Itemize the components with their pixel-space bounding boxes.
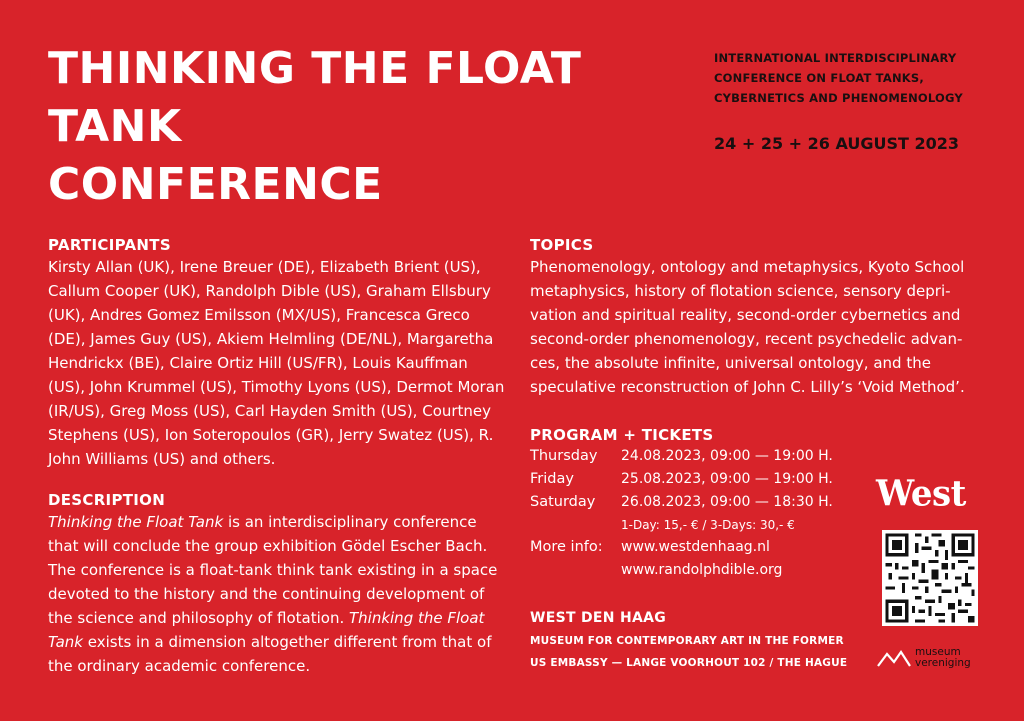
museumvereniging-line-2: vereniging <box>915 657 971 669</box>
program-time: 25.08.2023, 09:00 — 19:00 H. <box>621 471 833 487</box>
subtitle-line-3: CYBERNETICS AND PHENOMENOLOGY <box>714 91 963 105</box>
website-link-west[interactable]: www.westdenhaag.nl <box>621 539 770 555</box>
program-table <box>530 445 833 582</box>
description-heading: DESCRIPTION <box>48 491 166 509</box>
description-section <box>48 491 508 678</box>
table-row <box>530 559 833 582</box>
organization-name: WEST DEN HAAG <box>530 610 667 626</box>
conference-title <box>48 40 688 214</box>
subtitle-line-2: CONFERENCE ON FLOAT TANKS, <box>714 71 924 85</box>
table-row <box>530 514 833 536</box>
website-link-dible[interactable]: www.randolphdible.org <box>621 562 783 578</box>
conference-subtitle <box>714 48 1004 108</box>
table-row <box>530 491 833 514</box>
program-section <box>530 426 850 582</box>
program-day: Friday <box>530 471 574 487</box>
description-italic-2: Thinking the Float Tank <box>48 609 485 651</box>
participants-text: Kirsty Allan (UK), Irene Breuer (DE), Elizabeth Brient (US), Callum Cooper (UK), Randolph Dible (US), Graham Ellsbury (UK), Andres Gomez Emilsson (MX/US), Francesca Greco (DE), James Guy (US), Akiem Helmling (DE/NL), Margaretha Hendrickx (BE), Claire Ortiz Hill (US/FR), Louis Kauffman (US), John Krummel (US), Timothy Lyons (US), Dermot Moran (IR/US), Greg Moss (US), Carl Hayden Smith (US), Courtney Stephens (US), Ion Soteropoulos (GR), Jerry Swatez (US), R. John Williams (US) and others. <box>48 258 505 468</box>
topics-section <box>530 236 980 399</box>
west-logo: West <box>876 473 966 515</box>
description-text-1: is an interdisciplinary conference that will conclude the group exhibition Gödel Escher Bach. The conference is a float-tank think tank existing in a space devoted to the history and the continuing development of the science and philosophy of flotation. <box>48 513 498 627</box>
museumvereniging-line-1: museum <box>915 646 961 658</box>
address-line-2: US EMBASSY — LANGE VOORHOUT 102 / THE HAGUE <box>530 657 848 669</box>
description-italic-1: Thinking the Float Tank <box>48 513 224 531</box>
program-time: 26.08.2023, 09:00 — 18:30 H. <box>621 494 833 510</box>
qr-code <box>882 530 978 626</box>
title-line-1: THINKING THE FLOAT TANK <box>48 43 582 152</box>
organization-section <box>530 610 870 674</box>
table-row <box>530 468 833 491</box>
organization-address <box>530 630 870 674</box>
program-time: 24.08.2023, 09:00 — 19:00 H. <box>621 448 833 464</box>
address-line-1: MUSEUM FOR CONTEMPORARY ART IN THE FORMER <box>530 635 844 647</box>
subtitle-line-1: INTERNATIONAL INTERDISCIPLINARY <box>714 51 957 65</box>
topics-heading: TOPICS <box>530 236 594 254</box>
more-info-label: More info: <box>530 539 603 555</box>
museumvereniging-wordmark <box>915 647 971 669</box>
program-heading: PROGRAM + TICKETS <box>530 426 714 444</box>
program-day: Saturday <box>530 494 596 510</box>
description-text-2: exists in a dimension altogether different from that of the ordinary academic conference. <box>48 633 492 675</box>
topics-text: Phenomenology, ontology and metaphysics, Kyoto School metaphysics, history of flotation science, sensory depri-vation and spiritual reality, second-order cybernetics and second-order phenomenology, recent psychedelic advan-ces, the absolute infinite, universal ontology, and the speculative reconstruction of John C. Lilly’s ‘Void Method’. <box>530 258 965 396</box>
conference-dates: 24 + 25 + 26 AUGUST 2023 <box>714 134 960 153</box>
participants-section <box>48 236 508 471</box>
participants-heading: PARTICIPANTS <box>48 236 171 254</box>
title-line-2: CONFERENCE <box>48 159 383 210</box>
ticket-prices: 1-Day: 15,- € / 3-Days: 30,- € <box>621 518 795 532</box>
table-row <box>530 536 833 559</box>
table-row <box>530 445 833 468</box>
program-day: Thursday <box>530 448 598 464</box>
description-text <box>48 510 508 678</box>
